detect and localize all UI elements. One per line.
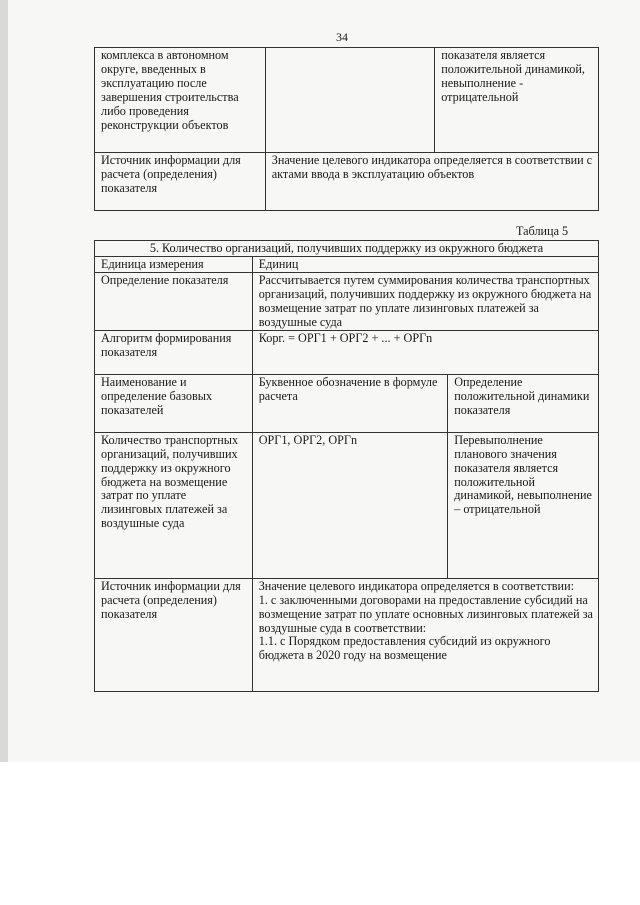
blank-area: [0, 762, 640, 905]
header-cell: Наименование и определение базовых показателей: [95, 374, 253, 432]
source-line: Значение целевого индикатора определяется в соответствии:: [258, 578, 574, 593]
table-row: [95, 48, 599, 153]
table-cell: Количество транспортных организаций, получивших поддержку из окружного бюджета на возмещение затрат по уплате лизинговых платежей за воздушные суда: [95, 432, 253, 578]
table-row: [95, 374, 599, 432]
definition-value: Рассчитывается путем суммирования количества транспортных организаций, получивших поддержку из окружного бюджета на возмещение затрат по уплате лизинговых платежей за воздушные суда: [252, 272, 598, 330]
table-caption: Таблица 5: [516, 224, 569, 238]
table-row: [95, 330, 599, 374]
source-value: [252, 578, 598, 691]
algorithm-value: Корг. = ОРГ1 + ОРГ2 + ... + ОРГn: [252, 330, 598, 374]
table-5: [94, 240, 599, 692]
algorithm-label: Алгоритм формирования показателя: [95, 330, 253, 374]
source-label: Источник информации для расчета (определения) показателя: [95, 153, 266, 211]
table-row: [95, 272, 599, 330]
header-cell: Буквенное обозначение в формуле расчета: [252, 374, 448, 432]
table-cell: [265, 48, 434, 153]
unit-label: Единица измерения: [95, 256, 253, 272]
source-label: Источник информации для расчета (определения) показателя: [95, 578, 253, 691]
source-line: 1.1. с Порядком предоставления субсидий из окружного бюджета в 2020 году на возмещение: [258, 634, 551, 663]
definition-label: Определение показателя: [95, 272, 253, 330]
page-number: 34: [336, 30, 348, 44]
table-row: [95, 153, 599, 211]
table-cell: ОРГ1, ОРГ2, ОРГn: [252, 432, 448, 578]
table-title: 5. Количество организаций, получивших поддержку из окружного бюджета: [95, 241, 599, 257]
table-cell: комплекса в автономном округе, введенных в эксплуатацию после завершения строительства либо проведения реконструкции объектов: [95, 48, 266, 153]
table-row: [95, 241, 599, 257]
unit-value: Единиц: [252, 256, 598, 272]
page-edge-shadow: [0, 0, 8, 762]
table-row: [95, 432, 599, 578]
source-value: Значение целевого индикатора определяется в соответствии с актами ввода в эксплуатацию объектов: [265, 153, 598, 211]
source-line: 1. с заключенными договорами на предоставление субсидий на возмещение затрат по уплате основных лизинговых платежей за воздушные суда в соответствии:: [258, 592, 593, 635]
table-cell: показателя является положительной динамикой, невыполнение - отрицательной: [435, 48, 599, 153]
table-cell: Перевыполнение планового значения показателя является положительной динамикой, невыполнение – отрицательной: [448, 432, 599, 578]
table-row: [95, 578, 599, 691]
header-cell: Определение положительной динамики показателя: [448, 374, 599, 432]
continued-table: [94, 47, 599, 211]
table-row: [95, 256, 599, 272]
